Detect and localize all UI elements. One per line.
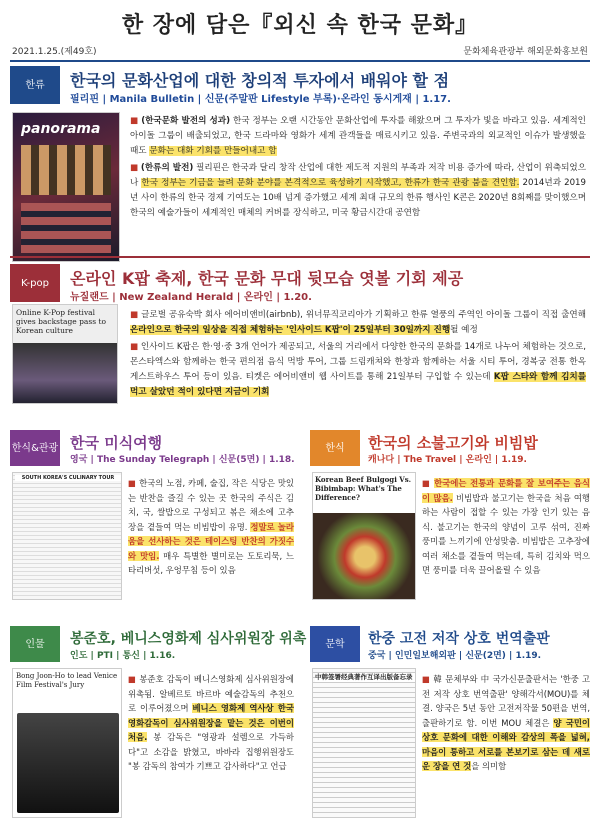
thumbnail-caption: Bong Joon-Ho to lead Venice Film Festival's Jury xyxy=(16,672,118,689)
article-body: ■ 한국의 노점, 카페, 술집, 작은 식당은 맛있는 반찬을 즐길 수 있는 곳 한국의 주식은 김치, 국, 쌀밥으로 구성되고 볶은 채소에 고추장을 곁들여 먹는 비빔밥이 유명. 정말로 놀라움을 선사하는 것은 테이스팅 반찬의 가짓수와 맛임. 매우 특별한 별미로는 도토리묵, 느타리버섯, 우엉무침 등이 있음 xyxy=(128,478,294,575)
source-line: 필리핀 | Manila Bulletin | 신문(주말판 Lifestyle 부록)·온라인 동시게재 | 1.17. xyxy=(70,94,451,105)
section-tag: 한식 xyxy=(310,430,360,466)
headline: 봉준호, 베니스영화제 심사위원장 위촉 xyxy=(70,631,307,647)
article-thumbnail xyxy=(12,304,118,404)
article-thumbnail xyxy=(12,472,122,600)
page-title: 한 장에 담은『외신 속 한국 문화』 xyxy=(121,13,479,38)
section-korean-food xyxy=(310,428,592,614)
thumbnail-caption: 中韩签署经典著作互译出版备忘录 xyxy=(315,673,415,682)
thumbnail-caption: panorama xyxy=(21,121,101,137)
headline: 한국의 소불고기와 비빔밥 xyxy=(368,434,538,452)
section-tag: 한식&관광 xyxy=(10,430,60,466)
issue-date: 2021.1.25.(제49호) xyxy=(12,47,97,57)
article-body: ■ 한국에는 전통과 문화를 잘 보여주는 음식이 많음. 비빔밥과 불고기는 한국을 처음 여행하는 사람이 접할 수 있는 가장 인기 있는 음식. 불고기는 한국의 양념이 고루 섞여, 진짜 풍미를 느끼기에 안성맞춤. 비빔밥은 고추장에 여러 채소를 곁들여 먹는데, 특히 김치와 먹으면 풍미를 더욱 끌어올릴 수 있음 xyxy=(422,478,590,575)
source-line: 캐나다 | The Travel | 온라인 | 1.19. xyxy=(368,455,527,465)
headline: 한국의 문화산업에 대한 창의적 투자에서 배워야 할 점 xyxy=(70,71,450,90)
article-body: ■ (한국문화 발전의 성과) 한국 정부는 오랜 시간동안 문화산업에 투자를 해왔으며 그 투자가 빛을 바라고 있음. 세계적인 아이돌 그룹이 배출되었고, 한국 드라마와 영화가 세계 관객들을 매료시키고 있음. 주변국과의 외교적인 이슈가 발생했을 때도 문화는 대화 기회를 만들어내고 함 ■ (한류의 발전) 필리핀은 한국과 달리 창작 산업에 대한 제도적 지원의 부족과 저작 비용 증가에 따라, 산업이 위축되었으나 한국 정부는 기금을 늘려 문화 분야를 본격적으로 육성하기 시작했고, 한류가 한국 관광 붐을 견인함. 2014년과 2019년 사이 한류의 한국 경제 기여도는 10배 넘게 증가했고 세계 최대 규모의 한류 행사인 K콘은 2020년 8회째를 맞이했으며 한국의 예술가들이 세계적인 매체의 커버를 장식하고, 미국 황금시간대 공연함 xyxy=(130,116,587,218)
thumbnail-caption: SOUTH KOREA'S CULINARY TOUR xyxy=(15,475,121,481)
article-thumbnail xyxy=(312,472,416,600)
source-line: 중국 | 인민일보해외판 | 신문(2면) | 1.19. xyxy=(368,651,542,661)
section-person xyxy=(10,624,307,824)
thumbnail-caption: Online K-Pop festival gives backstage pass to Korean culture xyxy=(16,308,106,335)
article-thumbnail xyxy=(12,112,120,262)
section-tag: K-pop xyxy=(10,264,60,302)
source-line: 영국 | The Sunday Telegraph | 신문(5면) | 1.18. xyxy=(70,455,295,465)
source-line: 인도 | PTI | 통신 | 1.16. xyxy=(70,651,176,661)
article-body: ■ 글로벌 공유숙박 회사 에어비앤비(airbnb), 위너뮤직코리아가 기획하고 한류 열풍의 주역인 아이돌 그룹이 직접 출연해 온라인으로 한국의 일상을 직접 체험하는 '인사이드 K팝'이 25일부터 30일까지 진행될 예정 ■ 인사이드 K팝은 한·영·중 3개 언어가 제공되고, 서울의 거리에서 다양한 한국의 문화를 14개로 나누어 체험하는 것으로, 몬스타엑스와 함께하는 한국 편의점 음식 먹방 투어, 그룹 드림캐쳐와 한창과 함께하는 서울 시티 투어, 경복궁 전통 한옥 게스트하우스 투어 등이 있음. 티켓은 에어비앤비 웹 사이트를 통해 21일부터 구입할 수 있는데 K팝 스타와 함께 김치를 먹고 살았던 적이 있다면 지금이 기회 xyxy=(130,310,587,397)
section-tag: 문학 xyxy=(310,626,360,662)
section-food-travel xyxy=(10,428,296,614)
section-tag: 한류 xyxy=(10,66,60,104)
section-tag: 인물 xyxy=(10,626,60,662)
thumbnail-caption: Korean Beef Bulgogi Vs. Bibimbap: What's The Difference? xyxy=(315,475,412,502)
section-kpop xyxy=(10,256,590,406)
article-body: ■ 韓 문체부와 中 국가신문출판서는 '한중 고전 저작 상호 번역출판' 양해각서(MOU)를 체결. 양국은 5년 동안 고전저작물 50편을 번역, 출판하기로 함. 이번 MOU 체결은 양 국민이 상호 문화에 대한 이해와 감상의 폭을 넓혀, 마음이 통하고 서로를 본보기로 삼는 데 새로운 장을 연 것을 의미함 xyxy=(422,674,590,771)
section-hallyu xyxy=(10,60,590,280)
article-thumbnail xyxy=(312,668,416,818)
headline: 한중 고전 저작 상호 번역출판 xyxy=(368,631,550,647)
article-body: ■ 봉준호 감독이 베니스영화제 심사위원장에 위촉됨. 알베르토 바르바 예술감독의 추천으로 이루어졌으며 베니스 영화제 역사상 한국 영화감독이 심사위원장을 맡는 것은 이번이 처음. 봉 감독은 "영광과 설렘으로 가득하다"고 소감을 밝혔고, 바바라 집행위원장도 "봉 감독의 참여가 기쁘고 감사하다"고 언급 xyxy=(128,674,294,771)
publisher: 문화체육관광부 해외문화홍보원 xyxy=(463,47,588,57)
headline: 온라인 K팝 축제, 한국 문화 무대 뒷모습 엿볼 기회 제공 xyxy=(70,269,464,288)
headline: 한국 미식여행 xyxy=(70,434,163,452)
source-line: 뉴질랜드 | New Zealand Herald | 온라인 | 1.20. xyxy=(70,292,312,303)
article-thumbnail xyxy=(12,668,122,818)
section-literature xyxy=(310,624,592,824)
